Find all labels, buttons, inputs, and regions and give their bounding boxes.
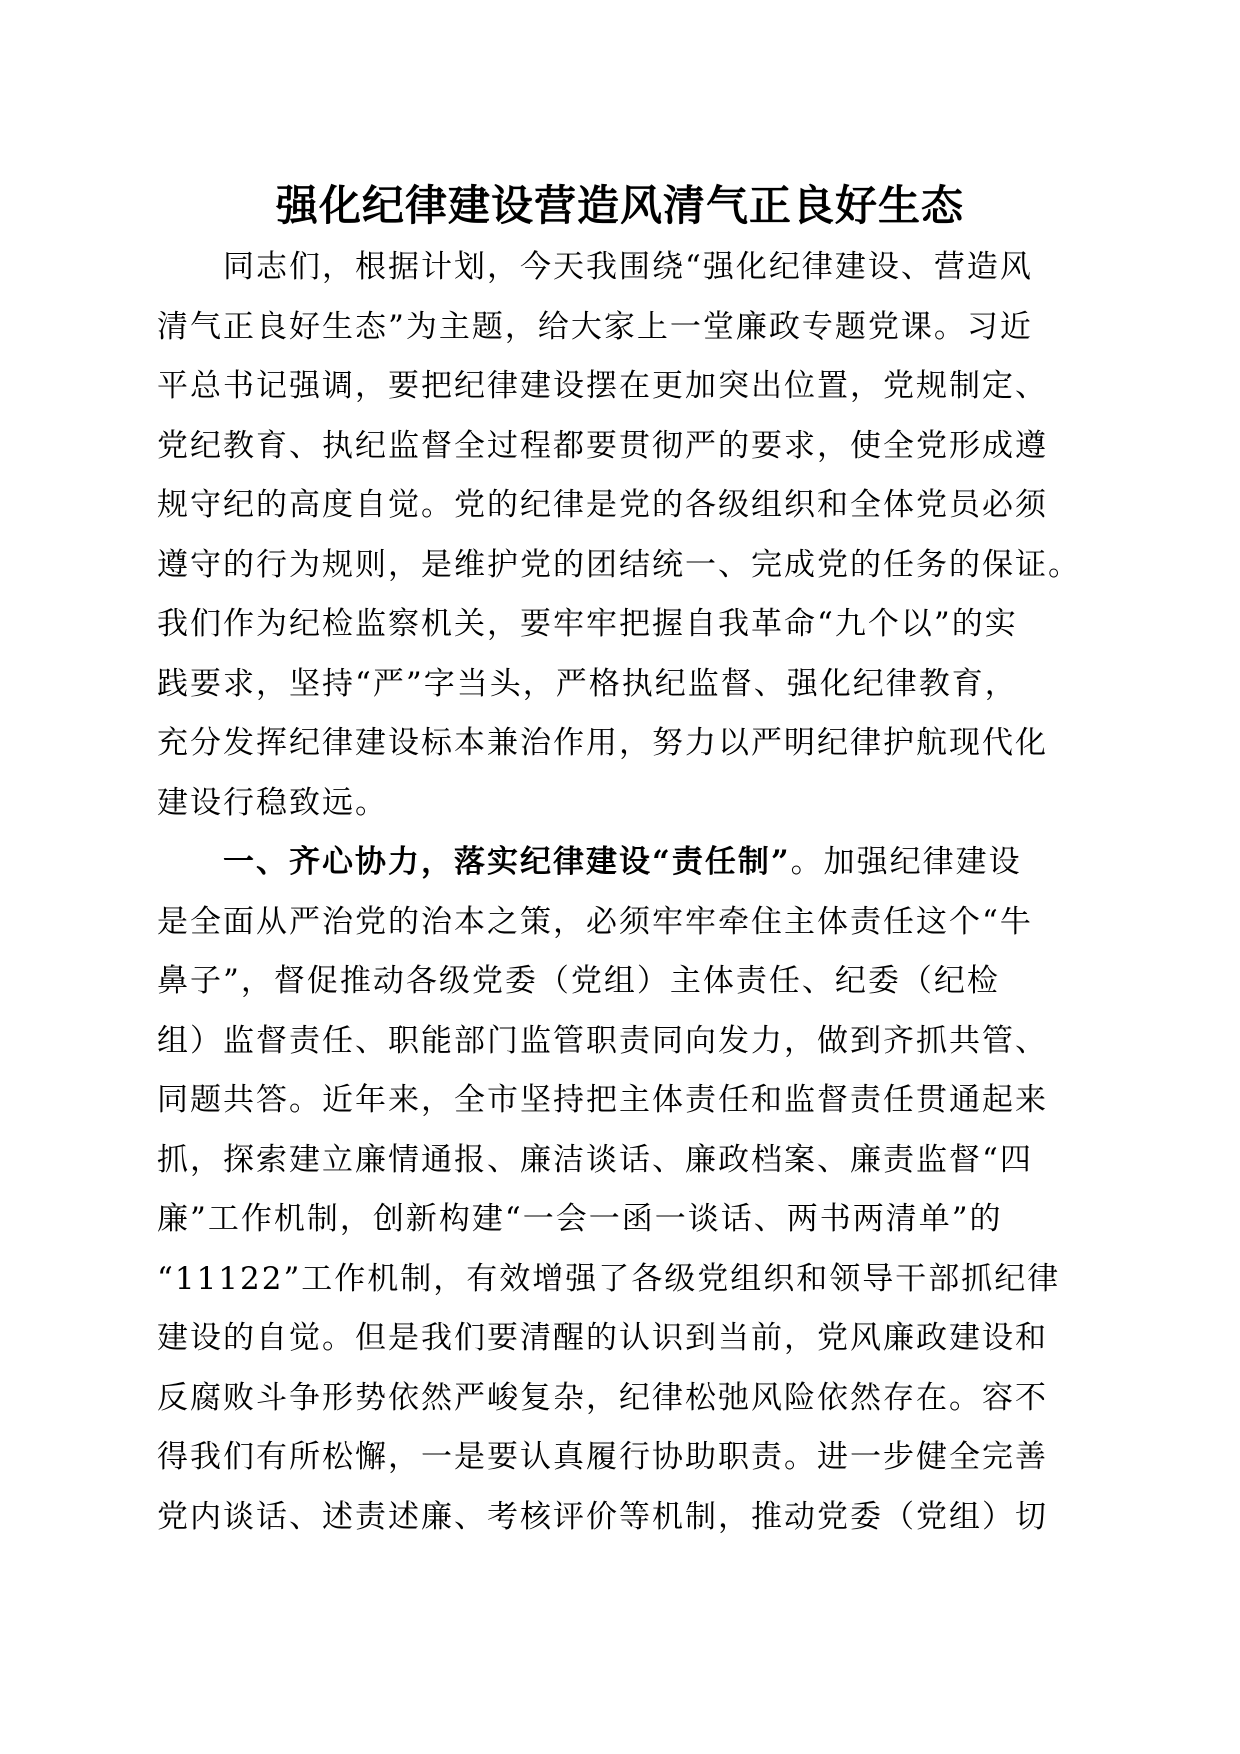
text-line: 遵守的行为规则，是维护党的团结统一、完成党的任务的保证。 (157, 546, 1081, 583)
text-line: 是全面从严治党的治本之策，必须牢牢牵住主体责任这个“牛 (157, 903, 1033, 940)
text-line: 同题共答。近年来，全市坚持把主体责任和监督责任贯通起来 (157, 1082, 1048, 1118)
text-line: “11122”工作机制，有效增强了各级党组织和领导干部抓纪律 (157, 1260, 1061, 1297)
text-line: 建设行稳致远。 (157, 784, 388, 821)
page-title: 强化纪律建设营造风清气正良好生态 (275, 181, 964, 230)
text-line: 规守纪的高度自觉。党的纪律是党的各级组织和全体党员必须 (157, 487, 1048, 523)
text-line: 践要求，坚持“严”字当头，严格执纪监督、强化纪律教育， (157, 665, 1018, 702)
text-line: 抓，探索建立廉情通报、廉洁谈话、廉政档案、廉责监督“四 (157, 1141, 1033, 1178)
text-line: 鼻子”，督促推动各级党委（党组）主体责任、纪委（纪检 (157, 963, 1000, 999)
text-line: 党纪教育、执纪监督全过程都要贯彻严的要求，使全党形成遵 (157, 427, 1048, 464)
text-line: 建设的自觉。但是我们要清醒的认识到当前，党风廉政建设和 (157, 1320, 1048, 1356)
text-line: 清气正良好生态”为主题，给大家上一堂廉政专题党课。习近 (157, 308, 1033, 345)
section-heading-tail: 。加强纪律建设 (790, 844, 1022, 880)
document-body (157, 238, 1087, 1547)
text-line: 得我们有所松懈，一是要认真履行协助职责。进一步健全完善 (157, 1439, 1048, 1475)
section-heading-line (157, 833, 1087, 893)
text-line: 廉”工作机制，创新构建“一会一函一谈话、两书两清单”的 (157, 1201, 1003, 1237)
text-line: 充分发挥纪律建设标本兼治作用，努力以严明纪律护航现代化 (157, 725, 1048, 761)
text-line: 平总书记强调，要把纪律建设摆在更加突出位置，党规制定、 (157, 368, 1048, 404)
text-line: 同志们，根据计划，今天我围绕“强化纪律建设、营造风 (157, 249, 1033, 285)
section-heading: 一、齐心协力，落实纪律建设“责任制” (157, 844, 791, 880)
text-line: 党内谈话、述责述廉、考核评价等机制，推动党委（党组）切 (157, 1498, 1048, 1535)
text-line: 我们作为纪检监察机关，要牢牢把握自我革命“九个以”的实 (157, 606, 1018, 642)
text-line: 组）监督责任、职能部门监管职责同向发力，做到齐抓共管、 (157, 1022, 1048, 1059)
text-line: 反腐败斗争形势依然严峻复杂，纪律松弛风险依然存在。容不 (157, 1379, 1048, 1416)
